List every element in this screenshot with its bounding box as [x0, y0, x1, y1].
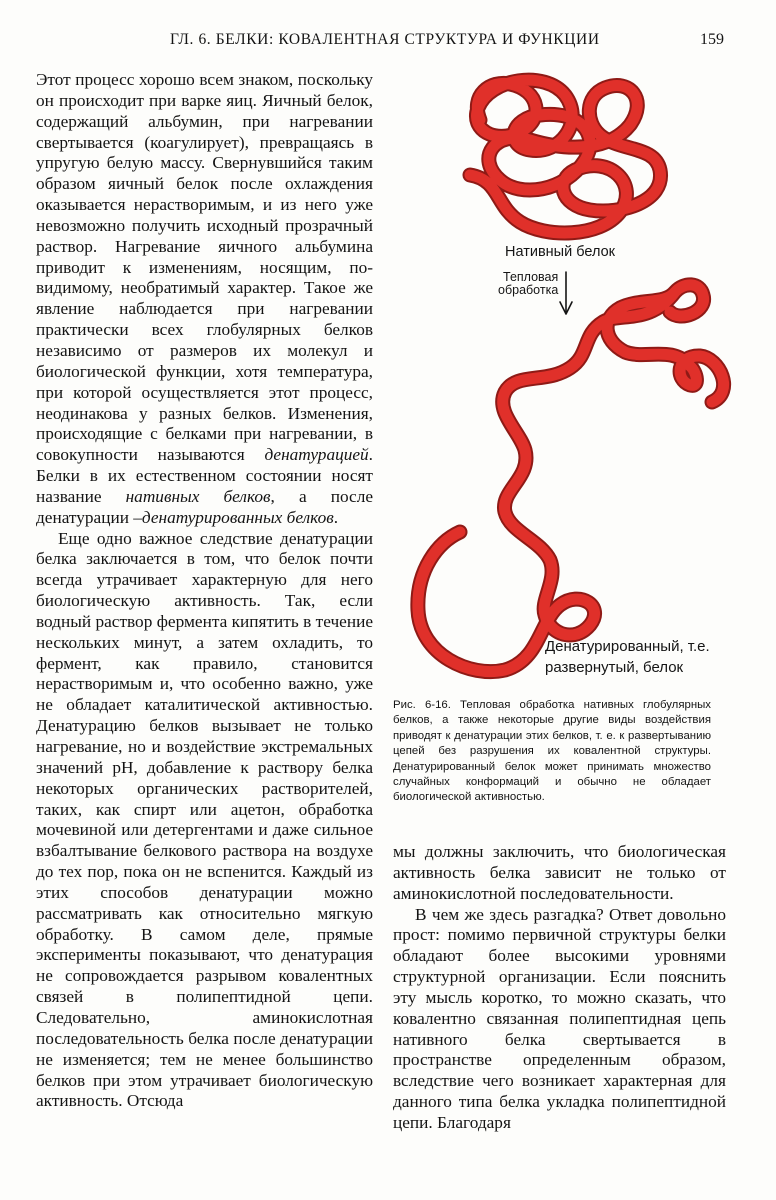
native-protein-label: Нативный белок [505, 244, 615, 260]
heat-treatment-label [498, 271, 558, 297]
term-denaturation: денатурацией [264, 445, 369, 465]
paragraph-1-text-d: . [333, 507, 339, 527]
running-title: ГЛ. 6. БЕЛКИ: КОВАЛЕНТНАЯ СТРУКТУРА И ФУНКЦИИ [170, 31, 600, 48]
right-paragraph-2: В чем же здесь разгадка? Ответ довольно прост: помимо первичной структуры белки обладают более высокими уровнями структурной организации. Если пояснить эту мысль коротко, то можно сказать, что ковалентно связанная полипептидная цепь нативного белка свертывается в пространстве определенным образом, вследствие чего возникает характерная для данного типа белка укладка полипептидной цепи. Благодаря [393, 904, 726, 1132]
right-column [393, 842, 726, 1134]
denatured-protein-chain [418, 285, 724, 672]
heat-arrow [560, 272, 572, 314]
page-number: 159 [700, 31, 724, 48]
right-paragraph-1: мы должны заключить, что биологическая активность белка зависит не только от аминокислотной последовательности. [393, 842, 726, 903]
term-denatured-proteins: денатурированных белков [141, 507, 334, 527]
heat-treatment-label-line1: Тепловая [503, 270, 559, 284]
paragraph-1-text-b: . Белки в их естественном состоянии носят название [36, 445, 373, 506]
denatured-protein-label [545, 636, 710, 678]
paragraph-1-text-a: Этот процесс хорошо всем знаком, поскольку он происходит при варке яиц. Яичный белок, содержащий альбумин, при нагревании свертывается (коагулирует), превращаясь в упругую белую массу. Свернувшийся таким образом яичный белок после охлаждения оказывается нерастворимым, и из него уже невозможно получить исходный прозрачный раствор. Нагревание яичного альбумина приводит к изменениям, носящим, по-видимому, необратимый характер. Такое же явление наблюдается при нагревании практически всех глобулярных белков независимо от размеров их молекул и биологической функции, хотя температура, при которой осуществляется этот процесс, неодинакова у разных белков. Изменения, происходящие с белками при нагревании, в совокупности называются [36, 70, 373, 465]
figure-caption: Рис. 6-16. Тепловая обработка нативных глобулярных белков, а также некоторые другие виды воздействия приводят к денатурации этих белков, т. е. к развертыванию цепей без разрушения их ковалентной структуры. Денатурированный белок может принимать множество случайных конформаций и обычно не обладает биологической активностью. [393, 699, 711, 804]
term-native-proteins: нативных белков [125, 486, 271, 506]
native-protein-chain [470, 80, 661, 233]
paragraph-1-text-c: , а после денатурации – [36, 486, 373, 527]
paragraph-2: Еще одно важное следствие денатурации белка заключается в том, что белок почти всегда утрачивает характерную для него биологическую активность. Так, если водный раствор фермента кипятить в течение нескольких минут, а затем охладить, то фермент, как правило, становится нерастворимым и, что особенно важно, уже не обладает каталитической активностью. Денатурацию белков вызывает не только нагревание, но и воздействие экстремальных значений pH, добавление к раствору белка некоторых органических растворителей, таких, как спирт или ацетон, обработка мочевиной или детергентами и даже сильное взбалтывание белкового раствора на воздухе до тех пор, пока он не вспенится. Каждый из этих способов денатурации можно рассматривать как относительно мягкую обработку. В самом деле, прямые эксперименты показывают, что денатурация не сопровождается разрывом ковалентных связей в полипептидной цепи. Следовательно, аминокислотная последовательность белка после денатурации не изменяется; тем не менее большинство белков при этом утрачивает биологическую активность. Отсюда [36, 528, 373, 1111]
denatured-label-line2: развернутый, белок [545, 659, 684, 676]
denatured-label-line1: Денатурированный, т.е. [545, 638, 710, 655]
heat-treatment-label-line2: обработка [498, 283, 559, 297]
